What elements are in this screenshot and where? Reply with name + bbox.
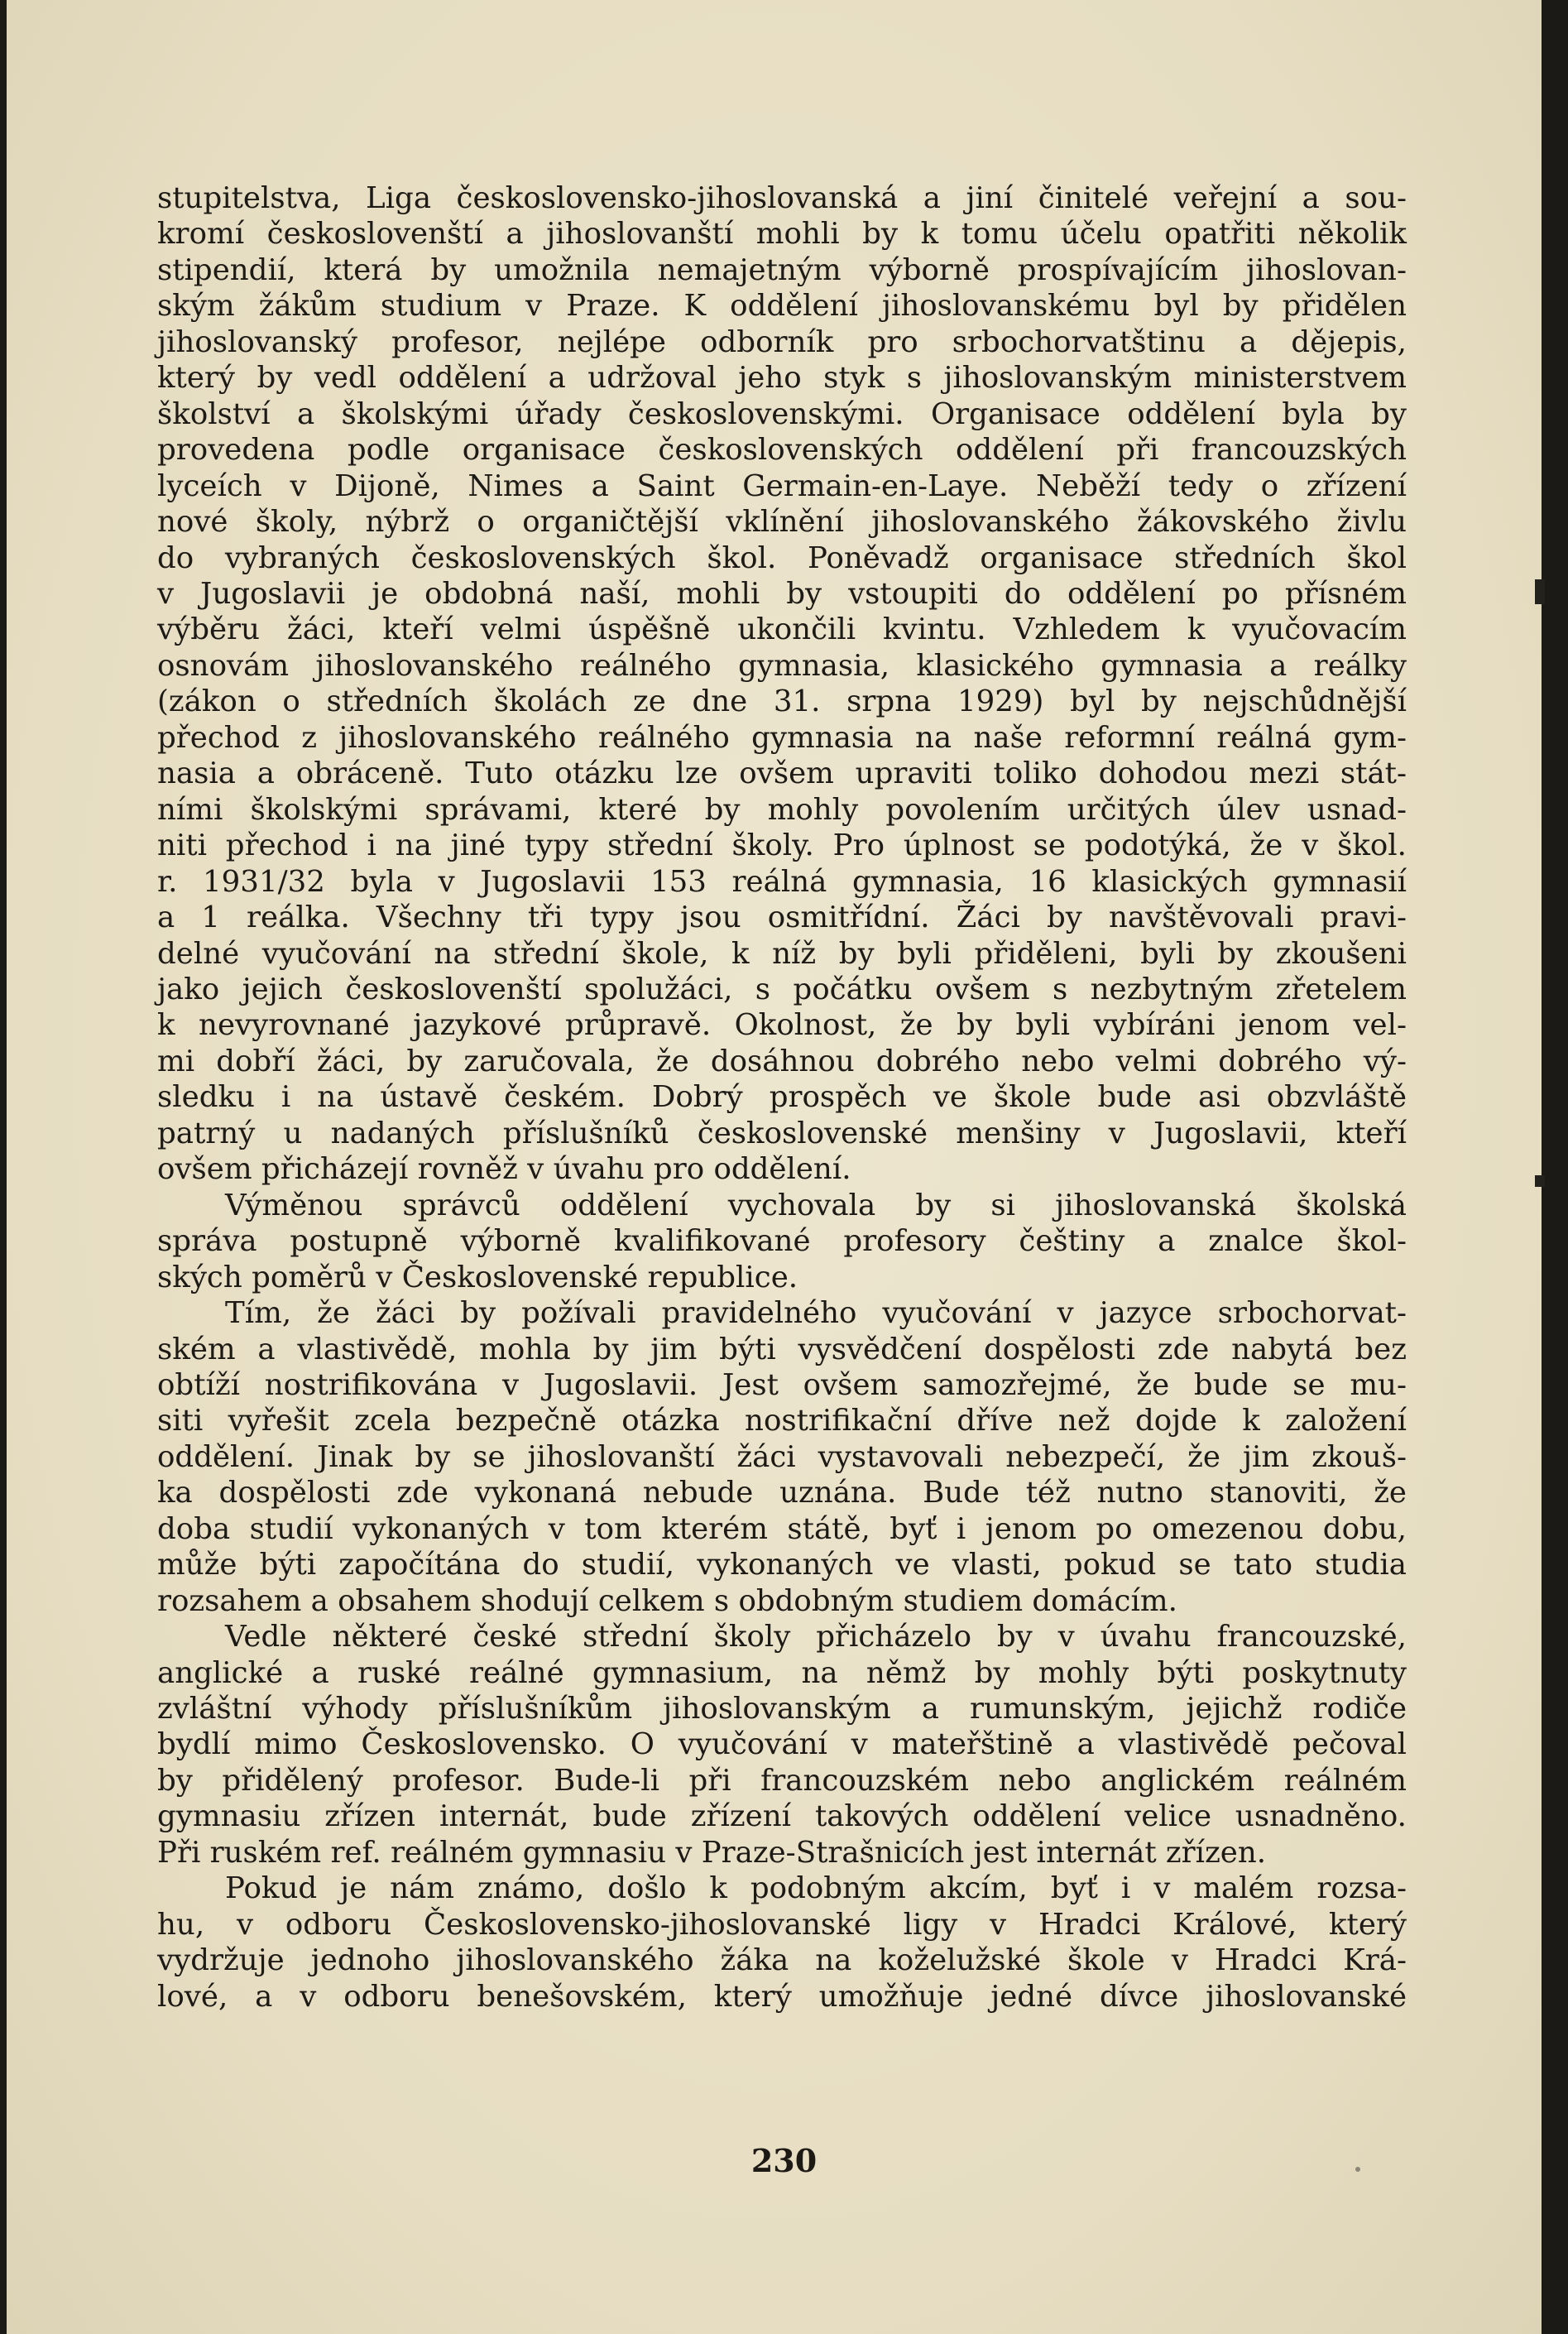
text-line: nové školy, nýbrž o organičtější vklínění jihoslovanského žákovského živlu: [157, 505, 1407, 540]
text-line: kromí českoslovenští a jihoslovanští mohli by k tomu účelu opatřiti několik: [157, 217, 1407, 252]
text-line: oddělení. Jinak by se jihoslovanští žáci vystavovali nebezpečí, že jim zkouš-: [157, 1439, 1407, 1474]
text-line: patrný u nadaných příslušníků československé menšiny v Jugoslavii, kteří: [157, 1116, 1407, 1150]
text-line: by přidělený profesor. Bude-li při francouzském nebo anglickém reálném: [157, 1763, 1407, 1798]
text-line: Výměnou správců oddělení vychovala by si jihoslovanská školská: [225, 1188, 1407, 1222]
text-line: doba studií vykonaných v tom kterém státě, byť i jenom po omezenou dobu,: [157, 1511, 1407, 1546]
text-line: Pokud je nám známo, došlo k podobným akcím, byť i v malém rozsa-: [225, 1871, 1407, 1906]
text-line: osnovám jihoslovanského reálného gymnasia, klasického gymnasia a reálky: [157, 648, 1407, 683]
text-line: stupitelstva, Liga československo-jihoslovanská a jiní činitelé veřejní a sou-: [157, 181, 1407, 215]
paragraph: [157, 1619, 1407, 1871]
text-line: gymnasiu zřízen internát, bude zřízení takových oddělení velice usnadněno.: [157, 1799, 1407, 1834]
text-line: hu, v odboru Československo-jihoslovanské ligy v Hradci Králové, který: [157, 1907, 1407, 1942]
text-line: správa postupně výborně kvalifikované profesory češtiny a znalce škol-: [157, 1224, 1407, 1259]
text-line: delné vyučování na střední škole, k níž by byli přiděleni, byli by zkoušeni: [157, 936, 1407, 971]
text-line: anglické a ruské reálné gymnasium, na němž by mohly býti poskytnuty: [157, 1655, 1407, 1690]
text-line: přechod z jihoslovanského reálného gymnasia na naše reformní reálná gym-: [157, 720, 1407, 755]
text-line: k nevyrovnané jazykové průpravě. Okolnost, že by byli vybíráni jenom vel-: [157, 1008, 1407, 1043]
paper-speck: [1355, 2167, 1360, 2172]
text-line: stipendií, která by umožnila nemajetným výborně prospívajícím jihoslovan-: [157, 252, 1407, 287]
text-line: ními školskými správami, které by mohly povolením určitých úlev usnad-: [157, 792, 1407, 827]
body-text: [157, 180, 1407, 2015]
text-line: nasia a obráceně. Tuto otázku lze ovšem upraviti toliko dohodou mezi stát-: [157, 756, 1407, 791]
text-line: Při ruském ref. reálném gymnasiu v Praze-Strašnicích jest internát zřízen.: [157, 1835, 1267, 1870]
text-line: ským žákům studium v Praze. K oddělení jihoslovanskému byl by přidělen: [157, 289, 1407, 324]
text-line: zvláštní výhody příslušníkům jihoslovanským a rumunským, jejichž rodiče: [157, 1692, 1407, 1726]
text-line: provedena podle organisace československých oddělení při francouzských: [157, 433, 1407, 468]
text-line: r. 1931/32 byla v Jugoslavii 153 reálná gymnasia, 16 klasických gymnasií: [157, 864, 1407, 899]
page-edge-mark: [1535, 579, 1545, 604]
text-line: sledku i na ústavě českém. Dobrý prospěch ve škole bude asi obzvláště: [157, 1080, 1407, 1115]
page-edge-mark: [1535, 1175, 1545, 1187]
text-line: mi dobří žáci, by zaručovala, že dosáhnou dobrého nebo velmi dobrého vý-: [157, 1044, 1407, 1078]
text-line: vydržuje jednoho jihoslovanského žáka na koželužské škole v Hradci Krá-: [157, 1943, 1407, 1978]
paragraph: [157, 1188, 1407, 1295]
text-line: siti vyřešit zcela bezpečně otázka nostrifikační dříve než dojde k založení: [157, 1404, 1407, 1438]
text-line: ovšem přicházejí rovněž v úvahu pro oddělení.: [157, 1152, 851, 1187]
text-line: bydlí mimo Československo. O vyučování v mateřštině a vlastivědě pečoval: [157, 1727, 1407, 1762]
text-line: v Jugoslavii je obdobná naší, mohli by vstoupiti do oddělení po přísném: [157, 576, 1407, 611]
page-number: 230: [750, 2142, 818, 2179]
text-line: lyceích v Dijoně, Nimes a Saint Germain-en-Laye. Neběží tedy o zřízení: [157, 468, 1407, 503]
text-line: a 1 reálka. Všechny tři typy jsou osmitřídní. Žáci by navštěvovali pravi-: [157, 900, 1407, 935]
text-line: školství a školskými úřady československými. Organisace oddělení byla by: [157, 396, 1407, 431]
text-line: může býti započítána do studií, vykonaných ve vlasti, pokud se tato studia: [157, 1548, 1407, 1582]
text-line: ských poměrů v Československé republice.: [157, 1260, 798, 1294]
text-line: Vedle některé české střední školy přicházelo by v úvahu francouzské,: [225, 1620, 1407, 1654]
text-line: výběru žáci, kteří velmi úspěšně ukončili kvintu. Vzhledem k vyučovacím: [157, 612, 1407, 647]
paragraph: [157, 180, 1407, 1188]
text-line: jako jejich českoslovenští spolužáci, s počátku ovšem s nezbytným zřetelem: [157, 972, 1407, 1006]
text-line: jihoslovanský profesor, nejlépe odborník pro srbochorvatštinu a dějepis,: [157, 324, 1407, 359]
text-line: lové, a v odboru benešovském, který umožňuje jedné dívce jihoslovanské: [157, 1979, 1407, 2014]
text-line: do vybraných československých škol. Poněvadž organisace středních škol: [157, 540, 1407, 575]
paragraph: [157, 1295, 1407, 1619]
text-line: niti přechod i na jiné typy střední školy. Pro úplnost se podotýká, že v škol.: [157, 828, 1407, 863]
text-line: rozsahem a obsahem shodují celkem s obdobným studiem domácím.: [157, 1583, 1177, 1618]
text-line: (zákon o středních školách ze dne 31. srpna 1929) byl by nejschůdnější: [157, 684, 1407, 719]
text-line: ském a vlastivědě, mohla by jim býti vysvědčení dospělosti zde nabytá bez: [157, 1332, 1407, 1366]
text-line: ka dospělosti zde vykonaná nebude uznána. Bude též nutno stanoviti, že: [157, 1476, 1407, 1510]
text-line: který by vedl oddělení a udržoval jeho styk s jihoslovanským ministerstvem: [157, 361, 1407, 396]
text-line: Tím, že žáci by požívali pravidelného vyučování v jazyce srbochorvat-: [225, 1296, 1407, 1331]
paragraph: [157, 1871, 1407, 2015]
text-line: obtíží nostrifikována v Jugoslavii. Jest ovšem samozřejmé, že bude se mu-: [157, 1367, 1407, 1402]
